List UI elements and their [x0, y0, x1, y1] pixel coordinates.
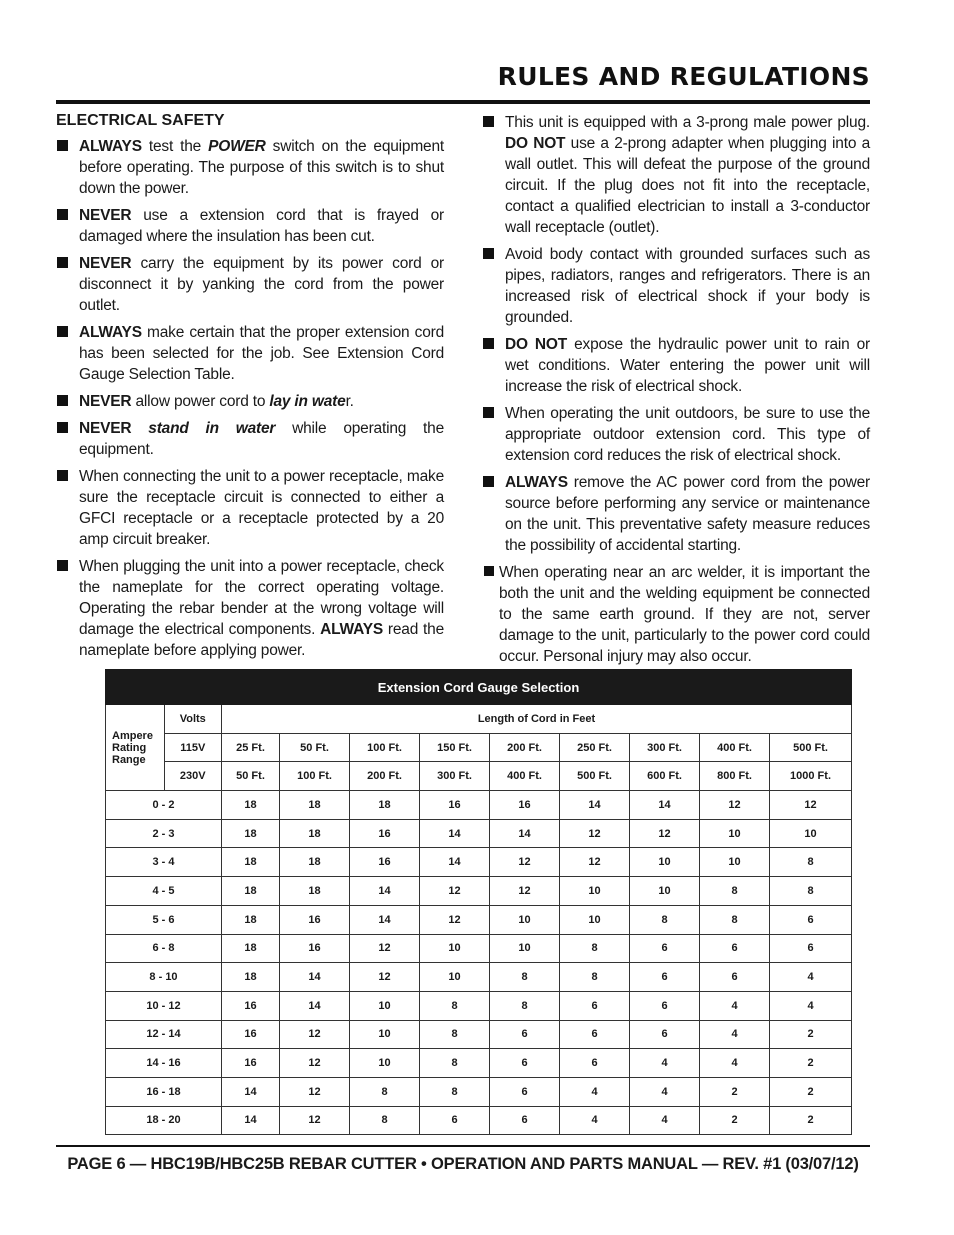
gauge-cell: 4 — [700, 1020, 770, 1049]
square-bullet-icon — [483, 116, 494, 127]
gauge-cell: 12 — [280, 1020, 350, 1049]
gauge-cell: 14 — [222, 1077, 280, 1106]
gauge-cell: 14 — [490, 819, 560, 848]
gauge-cell: 12 — [280, 1049, 350, 1078]
length-cell-230: 800 Ft. — [700, 762, 770, 791]
gauge-cell: 12 — [560, 848, 630, 877]
ampere-range-cell: 4 - 5 — [106, 877, 222, 906]
gauge-cell: 18 — [222, 905, 280, 934]
bullet-item — [56, 322, 444, 385]
ampere-range-cell: 14 - 16 — [106, 1049, 222, 1078]
length-cell-230: 600 Ft. — [630, 762, 700, 791]
ampere-range-cell: 6 - 8 — [106, 934, 222, 963]
left-column — [56, 112, 444, 667]
gauge-cell: 18 — [280, 819, 350, 848]
gauge-cell: 8 — [490, 991, 560, 1020]
length-cell-115: 300 Ft. — [630, 733, 700, 762]
ampere-range-cell: 2 - 3 — [106, 819, 222, 848]
gauge-cell: 8 — [490, 963, 560, 992]
table-row — [106, 819, 852, 848]
gauge-cell: 16 — [280, 905, 350, 934]
gauge-cell: 8 — [770, 877, 852, 906]
gauge-cell: 4 — [630, 1049, 700, 1078]
gauge-cell: 10 — [350, 1049, 420, 1078]
gauge-cell: 8 — [420, 1077, 490, 1106]
bullet-item — [56, 418, 444, 460]
keyword: NEVER — [79, 207, 132, 224]
length-cell-230: 500 Ft. — [560, 762, 630, 791]
bullet-text: test the — [141, 138, 209, 155]
gauge-cell: 6 — [770, 905, 852, 934]
length-cell-115: 25 Ft. — [222, 733, 280, 762]
right-bullet-list — [482, 112, 870, 667]
length-cell-115: 200 Ft. — [490, 733, 560, 762]
amp-label-line: Rating — [112, 741, 147, 754]
keyword: DO NOT — [505, 135, 566, 152]
gauge-cell: 10 — [420, 934, 490, 963]
keyword-emphasis: lay in wate — [269, 393, 346, 410]
bullet-text: When plugging the unit into a power receptacle, check the nameplate for the correct operating voltage. Operating the rebar bender at the wrong voltage will damage the electrical components. — [79, 558, 444, 638]
gauge-cell: 8 — [560, 963, 630, 992]
gauge-cell: 16 — [490, 791, 560, 820]
gauge-cell: 6 — [630, 963, 700, 992]
gauge-cell: 2 — [700, 1077, 770, 1106]
ampere-range-cell: 16 - 18 — [106, 1077, 222, 1106]
bullet-text: read the nameplate before applying power. — [79, 621, 444, 659]
gauge-cell: 6 — [420, 1106, 490, 1135]
length-cell-115: 50 Ft. — [280, 733, 350, 762]
gauge-cell: 18 — [222, 877, 280, 906]
gauge-cell: 12 — [350, 963, 420, 992]
gauge-cell: 8 — [350, 1106, 420, 1135]
bullet-text: When connecting the unit to a power receptacle, make sure the receptacle circuit is connected to either a GFCI receptacle or a receptacle protected by a 20 amp circuit breaker. — [79, 468, 444, 548]
section-heading: ELECTRICAL SAFETY — [56, 112, 225, 129]
gauge-cell: 12 — [350, 934, 420, 963]
bullet-text: When operating near an arc welder, it is important the both the unit and the welding equipment be connected to the same earth ground. If they are not, server damage to the unit, particularly to the power cord could occur. Personal injury may also occur. — [499, 564, 870, 665]
ampere-range-cell: 0 - 2 — [106, 791, 222, 820]
square-bullet-icon — [483, 476, 494, 487]
length-cell-230: 400 Ft. — [490, 762, 560, 791]
gauge-cell: 6 — [490, 1106, 560, 1135]
gauge-cell: 2 — [770, 1106, 852, 1135]
gauge-cell: 10 — [490, 905, 560, 934]
gauge-cell: 14 — [420, 848, 490, 877]
gauge-cell: 8 — [420, 1020, 490, 1049]
gauge-cell: 10 — [350, 991, 420, 1020]
square-bullet-icon — [57, 209, 68, 220]
square-bullet-icon — [57, 140, 68, 151]
bullet-item — [482, 112, 870, 238]
table-row — [106, 1049, 852, 1078]
gauge-cell: 10 — [560, 905, 630, 934]
ampere-range-cell: 5 - 6 — [106, 905, 222, 934]
gauge-cell: 16 — [420, 791, 490, 820]
ampere-range-cell: 12 - 14 — [106, 1020, 222, 1049]
gauge-cell: 12 — [560, 819, 630, 848]
table-row — [106, 991, 852, 1020]
keyword: ALWAYS — [79, 138, 142, 155]
gauge-cell: 4 — [630, 1106, 700, 1135]
table-body — [106, 705, 852, 1135]
gauge-cell: 14 — [560, 791, 630, 820]
gauge-cell: 4 — [560, 1077, 630, 1106]
gauge-cell: 8 — [420, 1049, 490, 1078]
gauge-cell: 6 — [560, 1049, 630, 1078]
gauge-cell: 14 — [350, 905, 420, 934]
table-row — [106, 1020, 852, 1049]
bullet-item — [482, 403, 870, 466]
gauge-cell: 8 — [420, 991, 490, 1020]
bullet-text: switch on the equipment before operating. The purpose of this switch is to shut down the power. — [79, 138, 444, 197]
length-cell-115: 100 Ft. — [350, 733, 420, 762]
ampere-rating-range-label — [106, 705, 165, 791]
gauge-cell: 12 — [280, 1077, 350, 1106]
gauge-cell: 18 — [222, 934, 280, 963]
gauge-cell: 18 — [222, 791, 280, 820]
gauge-cell: 14 — [630, 791, 700, 820]
bullet-text: When operating the unit outdoors, be sure to use the appropriate outdoor extension cord. This type of extension cord reduces the risk of electrical shock. — [505, 405, 870, 464]
gauge-cell: 16 — [350, 848, 420, 877]
gauge-cell: 4 — [560, 1106, 630, 1135]
gauge-cell: 8 — [700, 905, 770, 934]
keyword: ALWAYS — [320, 621, 383, 638]
bullet-text: r. — [345, 393, 354, 410]
gauge-cell: 8 — [630, 905, 700, 934]
gauge-table-container — [105, 669, 852, 1135]
gauge-cell: 4 — [770, 963, 852, 992]
square-bullet-icon — [57, 326, 68, 337]
gauge-cell: 6 — [630, 1020, 700, 1049]
table-row — [106, 791, 852, 820]
table-row — [106, 905, 852, 934]
gauge-cell: 10 — [560, 877, 630, 906]
voltage-115: 115V — [164, 733, 222, 762]
gauge-cell: 18 — [280, 848, 350, 877]
bullet-text: carry the equipment by its power cord or disconnect it by yanking the cord from the power outlet. — [79, 255, 444, 314]
gauge-cell: 18 — [222, 819, 280, 848]
keyword: DO NOT — [505, 336, 568, 353]
gauge-cell: 8 — [560, 934, 630, 963]
volts-label: Volts — [164, 705, 222, 734]
gauge-cell: 8 — [350, 1077, 420, 1106]
gauge-cell: 18 — [222, 848, 280, 877]
voltage-230: 230V — [164, 762, 222, 791]
square-bullet-icon — [483, 248, 494, 259]
bullet-item — [482, 334, 870, 397]
gauge-cell: 12 — [420, 877, 490, 906]
bullet-item — [56, 253, 444, 316]
header-rule — [56, 100, 870, 104]
length-cell-230: 200 Ft. — [350, 762, 420, 791]
length-cell-230: 100 Ft. — [280, 762, 350, 791]
bullet-item — [482, 562, 870, 667]
length-label: Length of Cord in Feet — [222, 705, 852, 734]
gauge-cell: 10 — [420, 963, 490, 992]
bullet-item — [482, 244, 870, 328]
gauge-cell: 6 — [630, 991, 700, 1020]
gauge-cell: 6 — [700, 963, 770, 992]
bullet-item — [56, 466, 444, 550]
gauge-cell: 10 — [490, 934, 560, 963]
bullet-text: This unit is equipped with a 3-prong male power plug. — [505, 114, 870, 131]
table-row — [106, 934, 852, 963]
gauge-cell: 14 — [222, 1106, 280, 1135]
ampere-range-cell: 18 - 20 — [106, 1106, 222, 1135]
square-bullet-icon — [484, 566, 494, 576]
keyword: ALWAYS — [505, 474, 568, 491]
bullet-item — [56, 391, 444, 412]
table-row — [106, 963, 852, 992]
keyword: NEVER — [79, 393, 132, 410]
table-header-row — [106, 762, 852, 791]
square-bullet-icon — [483, 338, 494, 349]
bullet-text: expose the hydraulic power unit to rain or wet conditions. Water entering the power unit will increase the risk of electrical shock. — [505, 336, 870, 395]
table-header-row — [106, 705, 852, 734]
bullet-text: while operating the equipment. — [79, 420, 444, 458]
amp-label-line: Ampere — [112, 729, 153, 742]
amp-label-line: Range — [112, 753, 146, 766]
length-cell-115: 500 Ft. — [770, 733, 852, 762]
table-title: Extension Cord Gauge Selection — [106, 670, 852, 705]
keyword: ALWAYS — [79, 324, 142, 341]
table-row — [106, 848, 852, 877]
gauge-cell: 6 — [490, 1049, 560, 1078]
length-cell-115: 400 Ft. — [700, 733, 770, 762]
gauge-cell: 12 — [770, 791, 852, 820]
gauge-cell: 16 — [222, 1020, 280, 1049]
bullet-text: remove the AC power cord from the power source before performing any service or maintenance on the unit. This preventative safety measure reduces the possibility of accidental starting. — [505, 474, 870, 554]
gauge-cell: 16 — [222, 991, 280, 1020]
gauge-cell: 6 — [770, 934, 852, 963]
gauge-cell: 18 — [280, 791, 350, 820]
gauge-cell: 6 — [560, 1020, 630, 1049]
length-cell-115: 150 Ft. — [420, 733, 490, 762]
gauge-cell: 12 — [490, 848, 560, 877]
bullet-text: use a 2-prong adapter when plugging into a wall outlet. This will defeat the purpose of the ground circuit. If the plug does not fit into the receptacle, contact a qualified electrician to install a 3-conductor wall receptacle (outlet). — [505, 135, 871, 236]
footer-rule — [56, 1145, 870, 1147]
gauge-cell: 8 — [770, 848, 852, 877]
gauge-cell: 12 — [490, 877, 560, 906]
gauge-cell: 10 — [630, 848, 700, 877]
extension-cord-gauge-table — [105, 669, 852, 1135]
square-bullet-icon — [57, 422, 68, 433]
bullet-item — [56, 556, 444, 661]
gauge-cell: 16 — [222, 1049, 280, 1078]
gauge-cell: 6 — [700, 934, 770, 963]
gauge-cell: 10 — [350, 1020, 420, 1049]
bullet-text: allow power cord to — [131, 393, 270, 410]
gauge-cell: 18 — [280, 877, 350, 906]
gauge-cell: 2 — [770, 1020, 852, 1049]
gauge-cell: 12 — [630, 819, 700, 848]
ampere-range-cell: 8 - 10 — [106, 963, 222, 992]
gauge-cell: 8 — [700, 877, 770, 906]
page-footer: PAGE 6 — HBC19B/HBC25B REBAR CUTTER • OPERATION AND PARTS MANUAL — REV. #1 (03/07/12) — [67, 1155, 859, 1173]
gauge-cell: 18 — [222, 963, 280, 992]
bullet-item — [56, 205, 444, 247]
keyword: NEVER — [79, 255, 132, 272]
gauge-cell: 10 — [700, 848, 770, 877]
page-title: RULES AND REGULATIONS — [497, 62, 870, 91]
gauge-cell: 4 — [630, 1077, 700, 1106]
ampere-range-cell: 3 - 4 — [106, 848, 222, 877]
length-cell-230: 50 Ft. — [222, 762, 280, 791]
bullet-item — [482, 472, 870, 556]
gauge-cell: 4 — [770, 991, 852, 1020]
gauge-cell: 12 — [700, 791, 770, 820]
gauge-cell: 16 — [350, 819, 420, 848]
right-column — [482, 112, 870, 673]
gauge-cell: 14 — [420, 819, 490, 848]
gauge-cell: 16 — [280, 934, 350, 963]
gauge-cell: 12 — [420, 905, 490, 934]
gauge-cell: 6 — [560, 991, 630, 1020]
keyword: NEVER — [79, 420, 132, 437]
table-row — [106, 1077, 852, 1106]
gauge-cell: 2 — [770, 1049, 852, 1078]
gauge-cell: 14 — [350, 877, 420, 906]
gauge-cell: 4 — [700, 1049, 770, 1078]
gauge-cell: 6 — [490, 1077, 560, 1106]
table-row — [106, 877, 852, 906]
gauge-cell: 6 — [490, 1020, 560, 1049]
keyword-emphasis: stand in water — [131, 420, 276, 437]
gauge-cell: 14 — [280, 991, 350, 1020]
gauge-cell: 10 — [700, 819, 770, 848]
length-cell-115: 250 Ft. — [560, 733, 630, 762]
bullet-text: use a extension cord that is frayed or damaged where the insulation has been cut. — [79, 207, 444, 245]
length-cell-230: 1000 Ft. — [770, 762, 852, 791]
square-bullet-icon — [57, 470, 68, 481]
bullet-text: make certain that the proper extension cord has been selected for the job. See Extension Cord Gauge Selection Table. — [79, 324, 444, 383]
table-row — [106, 1106, 852, 1135]
left-bullet-list — [56, 136, 444, 661]
table-header-row — [106, 733, 852, 762]
gauge-cell: 2 — [700, 1106, 770, 1135]
gauge-cell: 14 — [280, 963, 350, 992]
gauge-cell: 12 — [280, 1106, 350, 1135]
square-bullet-icon — [57, 560, 68, 571]
gauge-cell: 2 — [770, 1077, 852, 1106]
gauge-cell: 10 — [770, 819, 852, 848]
gauge-cell: 6 — [630, 934, 700, 963]
length-cell-230: 300 Ft. — [420, 762, 490, 791]
gauge-cell: 10 — [630, 877, 700, 906]
gauge-cell: 4 — [700, 991, 770, 1020]
ampere-range-cell: 10 - 12 — [106, 991, 222, 1020]
gauge-cell: 18 — [350, 791, 420, 820]
square-bullet-icon — [57, 395, 68, 406]
square-bullet-icon — [57, 257, 68, 268]
bullet-item — [56, 136, 444, 199]
bullet-text: Avoid body contact with grounded surfaces such as pipes, radiators, ranges and refrigerators. There is an increased risk of electrical shock if your body is grounded. — [505, 246, 870, 326]
keyword-emphasis: POWER — [208, 138, 266, 155]
square-bullet-icon — [483, 407, 494, 418]
